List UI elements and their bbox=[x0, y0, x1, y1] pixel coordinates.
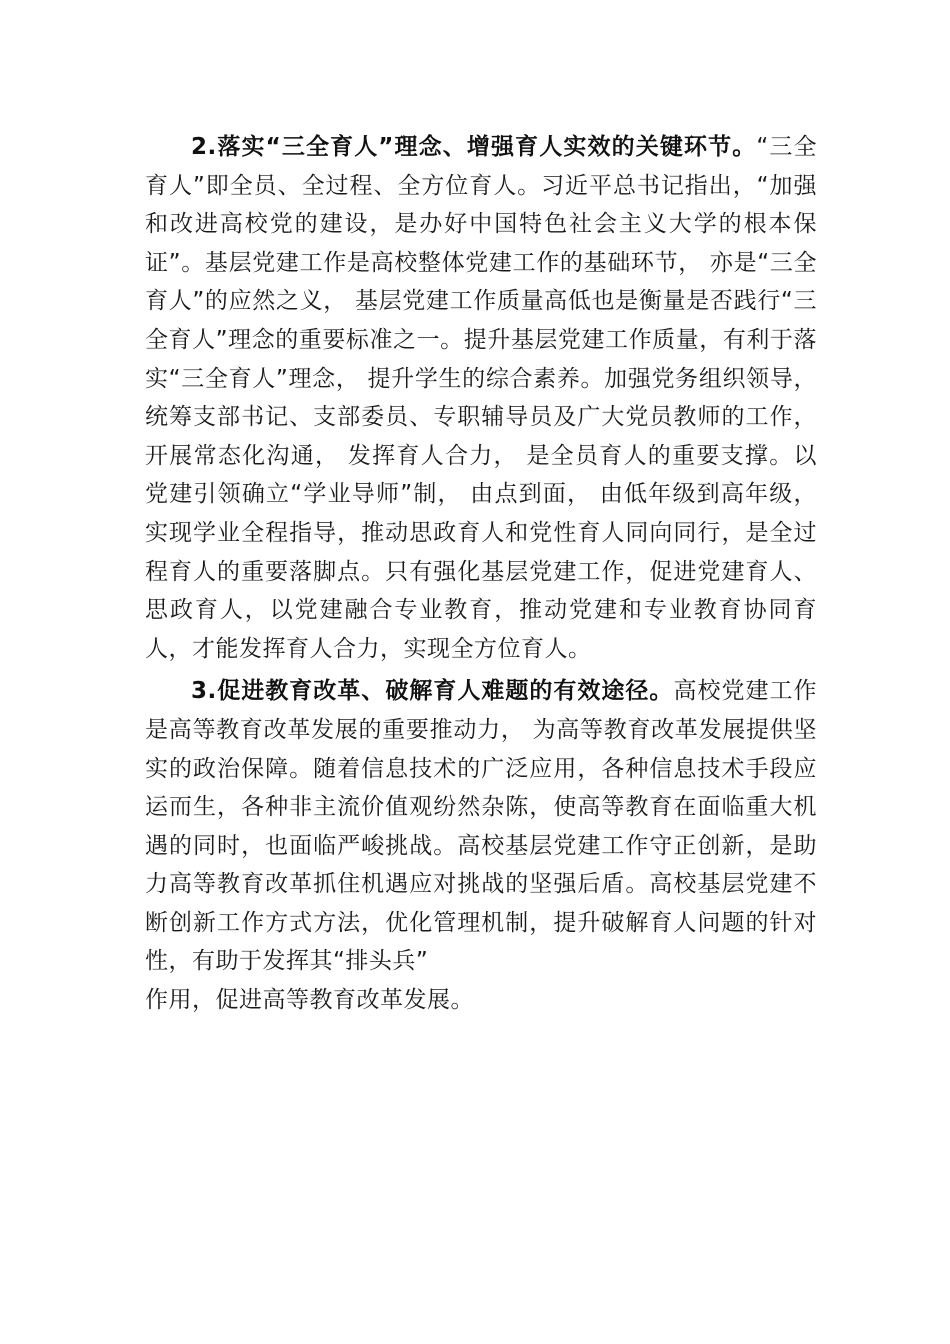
paragraph-2 bbox=[145, 128, 817, 668]
paragraph-2-body: “三全育人”即全员、全过程、全方位育人。习近平总书记指出，“加强和改进高校党的建设，是办好中国特色社会主义大学的根本保证”。基层党建工作是高校整体党建工作的基础环节， 亦是“三全育人”的应然之义， 基层党建工作质量高低也是衡量是否践行“三全育人”理念的重要标准之一。提升基层党建工作质量，有利于落实“三全育人”理念， 提升学生的综合素养。加强党务组织领导， 统筹支部书记、支部委员、专职辅导员及广大党员教师的工作，开展常态化沟通， 发挥育人合力， 是全员育人的重要支撑。以党建引领确立“学业导师”制， 由点到面， 由低年级到高年级， 实现学业全程指导，推动思政育人和党性育人同向同行，是全过程育人的重要落脚点。只有强化基层党建工作，促进党建育人、思政育人，以党建融合专业教育，推动党建和专业教育协同育人，才能发挥育人合力，实现全方位育人。 bbox=[145, 134, 817, 662]
paragraph-3-body: 高校党建工作是高等教育改革发展的重要推动力， 为高等教育改革发展提供坚实的政治保障。随着信息技术的广泛应用，各种信息技术手段应运而生，各种非主流价值观纷然杂陈，使高等教育在面临重大机遇的同时，也面临严峻挑战。高校基层党建工作守正创新，是助力高等教育改革抓住机遇应对挑战的坚强后盾。高校基层党建不断创新工作方式方法，优化管理机制，提升破解育人问题的针对性，有助于发挥其“排头兵” bbox=[145, 678, 818, 975]
paragraph-3-tail: 作用，促进高等教育改革发展。 bbox=[145, 987, 474, 1014]
document-body bbox=[145, 128, 817, 1020]
paragraph-3 bbox=[145, 672, 817, 981]
paragraph-2-heading: 2.落实“三全育人”理念、增强育人实效的关键环节。 bbox=[191, 134, 757, 160]
paragraph-3-heading: 3.促进教育改革、破解育人难题的有效途径。 bbox=[191, 678, 674, 705]
